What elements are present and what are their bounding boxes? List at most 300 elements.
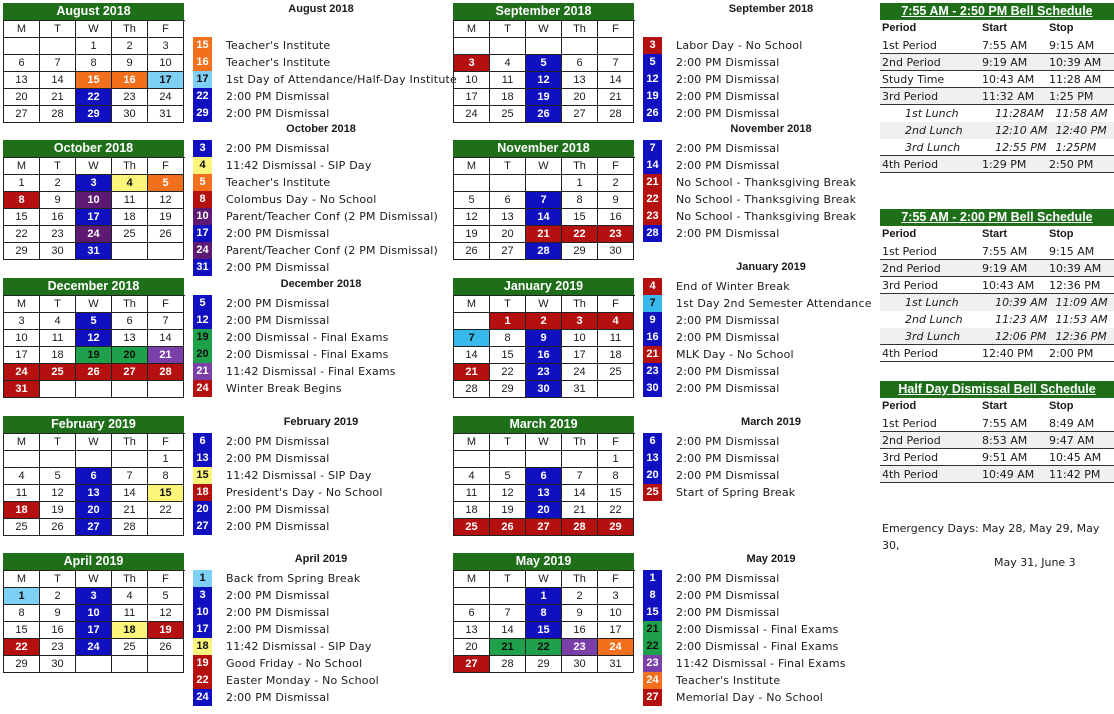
day-cell[interactable]: 10 [598,605,634,622]
day-cell[interactable]: 2 [40,588,76,605]
legend-item [643,329,872,346]
day-cell[interactable]: 12 [148,605,184,622]
day-cell[interactable]: 12 [76,330,112,347]
day-cell[interactable]: 20 [490,226,526,243]
day-cell[interactable]: 12 [526,72,562,89]
day-cell[interactable]: 27 [112,364,148,381]
day-cell[interactable]: 8 [526,605,562,622]
day-cell[interactable]: 6 [526,468,562,485]
day-cell[interactable]: 9 [526,330,562,347]
event-day-swatch: 22 [193,88,212,105]
weekday-header: T [490,434,526,451]
weekday-header: M [4,158,40,175]
day-cell[interactable]: 6 [4,55,40,72]
weekday-header: Th [112,296,148,313]
day-cell[interactable]: 17 [562,347,598,364]
event-legend [643,278,872,397]
day-cell[interactable]: 15 [76,72,112,89]
day-cell[interactable]: 12 [454,209,490,226]
day-cell[interactable]: 27 [562,106,598,123]
event-day-swatch: 24 [193,380,212,397]
period-stop: 11:42 PM [1049,468,1101,481]
weekday-header: T [40,158,76,175]
day-cell[interactable]: 2 [526,313,562,330]
day-cell[interactable]: 21 [40,89,76,106]
empty-cell [40,381,76,398]
day-cell[interactable]: 15 [526,622,562,639]
day-cell[interactable]: 31 [76,243,112,260]
day-cell[interactable]: 26 [490,519,526,536]
period-name: 3rd Lunch [905,330,961,343]
day-cell[interactable]: 6 [562,55,598,72]
day-cell[interactable]: 20 [562,89,598,106]
day-cell[interactable]: 28 [454,381,490,398]
day-cell[interactable]: 25 [40,364,76,381]
day-cell[interactable]: 13 [112,330,148,347]
period-stop: 12:36 PM [1055,330,1107,343]
day-cell[interactable]: 21 [526,226,562,243]
day-cell[interactable]: 11 [598,330,634,347]
day-cell[interactable]: 14 [598,72,634,89]
day-cell[interactable]: 26 [148,226,184,243]
day-cell[interactable]: 28 [562,519,598,536]
day-cell[interactable]: 30 [526,381,562,398]
day-cell[interactable]: 29 [562,243,598,260]
empty-cell [112,381,148,398]
day-cell[interactable]: 5 [148,588,184,605]
day-cell[interactable]: 2 [112,38,148,55]
day-cell[interactable]: 22 [76,89,112,106]
day-cell[interactable]: 19 [148,209,184,226]
event-day-swatch: 21 [193,363,212,380]
period-name: 2nd Period [882,262,941,275]
event-day-swatch: 9 [643,312,662,329]
event-day-swatch: 8 [193,191,212,208]
day-cell[interactable]: 12 [490,485,526,502]
day-cell[interactable]: 25 [4,519,40,536]
period-name: 1st Period [882,417,937,430]
day-cell[interactable]: 6 [490,192,526,209]
legend-item [193,140,438,157]
day-cell[interactable]: 28 [40,106,76,123]
day-cell[interactable]: 14 [526,209,562,226]
day-cell[interactable]: 4 [490,55,526,72]
bell-row [880,415,1114,432]
legend-item [193,346,396,363]
day-cell[interactable]: 5 [148,175,184,192]
day-cell[interactable]: 30 [112,106,148,123]
day-cell[interactable]: 11 [112,192,148,209]
day-cell[interactable]: 13 [526,485,562,502]
calendar-grid [3,157,185,260]
period-start: 1:29 PM [982,158,1027,171]
day-cell[interactable]: 21 [562,502,598,519]
day-cell[interactable]: 15 [490,347,526,364]
empty-cell [40,38,76,55]
day-cell[interactable]: 16 [40,209,76,226]
period-start: 10:39 AM [995,296,1048,309]
day-cell[interactable]: 9 [40,605,76,622]
day-cell[interactable]: 5 [40,468,76,485]
event-label: 2:00 PM Dismissal [676,365,780,378]
day-cell[interactable]: 16 [562,622,598,639]
bell-row [880,466,1114,483]
day-cell[interactable]: 28 [526,243,562,260]
calendar-grid [3,295,185,398]
day-cell[interactable]: 15 [4,209,40,226]
legend-item [643,621,846,638]
legend-item [643,672,846,689]
day-cell[interactable]: 25 [112,639,148,656]
bell-header-row [880,226,1114,243]
day-cell[interactable]: 29 [598,519,634,536]
day-cell[interactable]: 23 [112,89,148,106]
day-cell[interactable]: 15 [148,485,184,502]
day-cell[interactable]: 23 [40,226,76,243]
day-cell[interactable]: 17 [76,622,112,639]
day-cell[interactable]: 17 [148,72,184,89]
day-cell[interactable]: 4 [4,468,40,485]
event-label: 2:00 PM Dismissal [676,435,780,448]
day-cell[interactable]: 24 [4,364,40,381]
event-label: 2:00 PM Dismissal [676,589,780,602]
day-cell[interactable]: 23 [598,226,634,243]
day-cell[interactable]: 26 [40,519,76,536]
day-cell[interactable]: 27 [526,519,562,536]
day-cell[interactable]: 1 [598,451,634,468]
day-cell[interactable]: 3 [562,313,598,330]
day-cell[interactable]: 27 [490,243,526,260]
day-cell[interactable]: 31 [4,381,40,398]
day-cell[interactable]: 14 [490,622,526,639]
day-cell[interactable]: 10 [76,605,112,622]
day-cell[interactable]: 7 [562,468,598,485]
event-label: 2:00 PM Dismissal [676,90,780,103]
day-cell[interactable]: 24 [148,89,184,106]
day-cell[interactable]: 28 [112,519,148,536]
day-cell[interactable]: 24 [562,364,598,381]
day-cell[interactable]: 16 [112,72,148,89]
day-cell[interactable]: 31 [562,381,598,398]
event-label: Labor Day - No School [676,39,803,52]
day-cell[interactable]: 17 [454,89,490,106]
day-cell[interactable]: 14 [40,72,76,89]
day-cell[interactable]: 31 [148,106,184,123]
day-cell[interactable]: 5 [526,55,562,72]
legend-item [193,363,396,380]
weekday-header: M [454,434,490,451]
legend-month-title: October 2018 [286,123,356,135]
weekday-header: T [490,571,526,588]
day-cell[interactable]: 14 [454,347,490,364]
day-cell[interactable]: 1 [4,588,40,605]
day-cell[interactable]: 1 [4,175,40,192]
day-cell[interactable]: 13 [4,72,40,89]
day-cell[interactable]: 8 [4,605,40,622]
day-cell[interactable]: 18 [598,347,634,364]
day-cell[interactable]: 22 [148,502,184,519]
period-start: 10:49 AM [982,468,1035,481]
day-cell[interactable]: 1 [490,313,526,330]
day-cell[interactable]: 29 [490,381,526,398]
legend-item [193,621,379,638]
day-cell[interactable]: 20 [526,502,562,519]
day-cell[interactable]: 6 [454,605,490,622]
day-cell[interactable]: 8 [598,468,634,485]
day-cell[interactable]: 22 [490,364,526,381]
day-cell[interactable]: 2 [562,588,598,605]
day-cell[interactable]: 9 [112,55,148,72]
event-label: Parent/Teacher Conf (2 PM Dismissal) [226,244,439,257]
day-cell[interactable]: 23 [40,639,76,656]
day-cell[interactable]: 28 [490,656,526,673]
day-cell[interactable]: 4 [598,313,634,330]
day-cell[interactable]: 29 [4,656,40,673]
start-header: Start [982,22,1008,34]
day-cell[interactable]: 7 [40,55,76,72]
day-cell[interactable]: 21 [112,502,148,519]
day-cell[interactable]: 17 [76,209,112,226]
day-cell[interactable]: 19 [40,502,76,519]
day-cell[interactable]: 20 [454,639,490,656]
legend-item [193,191,438,208]
legend-item [193,484,383,501]
legend-item [193,312,396,329]
day-cell[interactable]: 13 [490,209,526,226]
day-cell[interactable]: 10 [4,330,40,347]
day-cell[interactable]: 7 [112,468,148,485]
day-cell[interactable]: 1 [148,451,184,468]
event-label: 2:00 Dismissal - Final Exams [676,623,839,636]
event-label: 2:00 PM Dismissal [676,56,780,69]
event-label: Start of Spring Break [676,486,796,499]
day-cell[interactable]: 20 [76,502,112,519]
day-cell[interactable]: 13 [562,72,598,89]
day-cell[interactable]: 26 [454,243,490,260]
day-cell[interactable]: 8 [562,192,598,209]
day-cell[interactable]: 22 [598,502,634,519]
day-cell[interactable]: 2 [40,175,76,192]
weekday-header: Th [112,21,148,38]
day-cell[interactable]: 22 [526,639,562,656]
period-name: 1st Period [882,39,937,52]
day-cell[interactable]: 13 [454,622,490,639]
day-cell[interactable]: 8 [490,330,526,347]
day-cell[interactable]: 19 [526,89,562,106]
day-cell[interactable]: 3 [148,38,184,55]
event-day-swatch: 23 [643,655,662,672]
period-stop: 10:45 AM [1049,451,1102,464]
event-day-swatch: 16 [193,54,212,71]
day-cell[interactable]: 26 [148,639,184,656]
period-name: 3rd Period [882,451,939,464]
day-cell[interactable]: 9 [562,605,598,622]
day-cell[interactable]: 15 [598,485,634,502]
day-cell[interactable]: 4 [40,313,76,330]
day-cell[interactable]: 21 [490,639,526,656]
day-cell[interactable]: 7 [526,192,562,209]
weekday-header: M [4,571,40,588]
day-cell[interactable]: 19 [454,226,490,243]
day-cell[interactable]: 7 [598,55,634,72]
day-cell[interactable]: 14 [112,485,148,502]
bell-row [880,88,1114,105]
event-label: 2:00 PM Dismissal [676,469,780,482]
day-cell[interactable]: 18 [40,347,76,364]
day-cell[interactable]: 25 [598,364,634,381]
day-cell[interactable]: 18 [454,502,490,519]
day-cell[interactable]: 23 [526,364,562,381]
day-cell[interactable]: 8 [76,55,112,72]
event-day-swatch: 19 [193,655,212,672]
day-cell[interactable]: 9 [40,192,76,209]
day-cell[interactable]: 3 [4,313,40,330]
day-cell[interactable]: 10 [562,330,598,347]
day-cell[interactable]: 30 [562,656,598,673]
day-cell[interactable]: 15 [4,622,40,639]
event-label: 2:00 PM Dismissal [676,452,780,465]
day-cell[interactable]: 8 [148,468,184,485]
day-cell[interactable]: 3 [454,55,490,72]
day-cell[interactable]: 11 [112,605,148,622]
day-cell[interactable]: 15 [562,209,598,226]
day-cell[interactable]: 6 [112,313,148,330]
day-cell[interactable]: 26 [526,106,562,123]
day-cell[interactable]: 27 [4,106,40,123]
day-cell[interactable]: 29 [76,106,112,123]
day-cell[interactable]: 30 [40,243,76,260]
day-cell[interactable]: 19 [148,622,184,639]
legend-item [643,208,856,225]
day-cell[interactable]: 10 [76,192,112,209]
event-day-swatch: 7 [643,140,662,157]
month-title: January 2019 [453,278,634,295]
weekday-header: Th [562,21,598,38]
day-cell[interactable]: 1 [562,175,598,192]
weekday-header: F [148,21,184,38]
day-cell[interactable]: 22 [4,639,40,656]
empty-cell [148,656,184,673]
day-cell[interactable]: 24 [598,639,634,656]
day-cell[interactable]: 17 [4,347,40,364]
day-cell[interactable]: 22 [562,226,598,243]
day-cell[interactable]: 7 [148,313,184,330]
day-cell[interactable]: 11 [490,72,526,89]
day-cell[interactable]: 7 [454,330,490,347]
day-cell[interactable]: 11 [40,330,76,347]
day-cell[interactable]: 21 [454,364,490,381]
day-cell[interactable]: 5 [454,192,490,209]
month-title: March 2019 [453,416,634,433]
day-cell[interactable]: 24 [76,226,112,243]
day-cell[interactable]: 16 [40,622,76,639]
day-cell[interactable]: 4 [112,175,148,192]
day-cell[interactable]: 2 [598,175,634,192]
day-cell[interactable]: 3 [76,588,112,605]
day-cell[interactable]: 19 [76,347,112,364]
day-cell[interactable]: 21 [598,89,634,106]
day-cell[interactable]: 12 [40,485,76,502]
day-cell[interactable]: 22 [4,226,40,243]
day-cell[interactable]: 18 [490,89,526,106]
day-cell[interactable]: 20 [112,347,148,364]
event-label: 11:42 Dismissal - Final Exams [676,657,846,670]
day-cell[interactable]: 26 [76,364,112,381]
period-stop: 12:40 PM [1055,124,1107,137]
day-cell[interactable]: 25 [112,226,148,243]
period-stop: 12:36 PM [1049,279,1101,292]
period-start: 12:06 PM [995,330,1047,343]
month-title: May 2019 [453,553,634,570]
day-cell[interactable]: 27 [454,656,490,673]
day-cell[interactable]: 11 [454,485,490,502]
weekday-header: Th [562,571,598,588]
day-cell[interactable]: 14 [562,485,598,502]
day-cell[interactable]: 16 [598,209,634,226]
day-cell[interactable]: 28 [598,106,634,123]
day-cell[interactable]: 8 [4,192,40,209]
day-cell[interactable]: 30 [40,656,76,673]
day-cell[interactable]: 20 [4,89,40,106]
empty-cell [526,451,562,468]
day-cell[interactable]: 17 [598,622,634,639]
day-cell[interactable]: 21 [148,347,184,364]
day-cell[interactable]: 4 [112,588,148,605]
day-cell[interactable]: 5 [490,468,526,485]
day-cell[interactable]: 13 [76,485,112,502]
day-cell[interactable]: 10 [454,72,490,89]
day-cell[interactable]: 18 [112,622,148,639]
day-cell[interactable]: 18 [112,209,148,226]
day-cell[interactable]: 3 [598,588,634,605]
day-cell[interactable]: 14 [148,330,184,347]
event-legend [193,433,383,535]
day-cell[interactable]: 4 [454,468,490,485]
event-label: No School - Thanksgiving Break [676,176,857,189]
day-cell[interactable]: 3 [76,175,112,192]
day-cell[interactable]: 31 [598,656,634,673]
day-cell[interactable]: 1 [76,38,112,55]
day-cell[interactable]: 24 [76,639,112,656]
day-cell[interactable]: 19 [490,502,526,519]
day-cell[interactable]: 11 [4,485,40,502]
day-cell[interactable]: 10 [148,55,184,72]
day-cell[interactable]: 23 [562,639,598,656]
day-cell[interactable]: 16 [526,347,562,364]
event-label: 2:00 PM Dismissal [676,142,780,155]
day-cell[interactable]: 6 [76,468,112,485]
day-cell[interactable]: 25 [490,106,526,123]
day-cell[interactable]: 25 [454,519,490,536]
legend-item [193,604,379,621]
event-day-swatch: 5 [193,295,212,312]
day-cell[interactable]: 18 [4,502,40,519]
day-cell[interactable]: 27 [76,519,112,536]
event-day-swatch: 17 [193,621,212,638]
day-cell[interactable]: 29 [4,243,40,260]
empty-cell [598,38,634,55]
day-cell[interactable]: 1 [526,588,562,605]
day-cell[interactable]: 28 [148,364,184,381]
day-cell[interactable]: 9 [598,192,634,209]
day-cell[interactable]: 5 [76,313,112,330]
day-cell[interactable]: 29 [526,656,562,673]
bell-schedule-table [880,381,1114,483]
day-cell[interactable]: 7 [490,605,526,622]
day-cell[interactable]: 12 [148,192,184,209]
day-cell[interactable]: 30 [598,243,634,260]
day-cell[interactable]: 24 [454,106,490,123]
